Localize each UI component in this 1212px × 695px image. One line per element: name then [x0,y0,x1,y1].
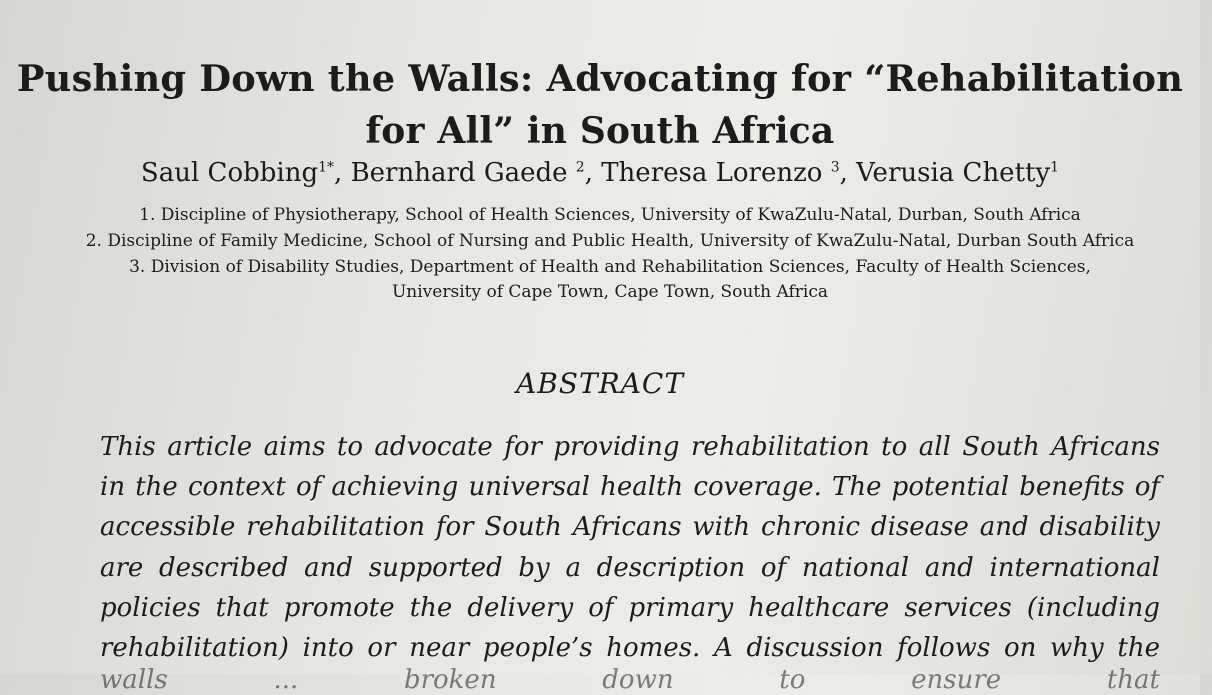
author-name: Verusia Chetty [856,158,1051,188]
author-name: Saul Cobbing [140,158,319,188]
paper-title-line-2: for All” in South Africa [365,110,835,152]
affiliation-3-continued: University of Cape Town, Cape Town, South Africa [391,282,829,302]
author-affiliation-mark: 3 [830,159,840,176]
abstract-line: This article aims to advocate for providing rehabilitation to all South Africans [100,432,1160,462]
affiliation-2: 2. Discipline of Family Medicine, School of Nursing and Public Health, University of KwaZulu-Natal, Durban South Africa [85,231,1135,251]
abstract-heading: ABSTRACT [515,367,685,400]
abstract-line: accessible rehabilitation for South Africans with chronic disease and disability [100,512,1160,542]
paper-title-line-1: Pushing Down the Walls: Advocating for “Rehabilitation [16,58,1184,100]
abstract-line: policies that promote the delivery of primary healthcare services (including [100,593,1160,623]
affiliation-3: 3. Division of Disability Studies, Department of Health and Rehabilitation Sciences, Faculty of Health Sciences, [129,257,1091,277]
abstract-line-cutoff: walls ... broken down to ensure that [100,665,1160,695]
author-affiliation-mark: 1* [318,159,335,176]
affiliation-1: 1. Discipline of Physiotherapy, School of Health Sciences, University of KwaZulu-Natal, Durban, South Africa [139,205,1081,225]
abstract-line: in the context of achieving universal health coverage. The potential benefits of [100,472,1160,502]
abstract-line: rehabilitation) into or near people’s homes. A discussion follows on why the [100,633,1160,663]
author-name: Theresa Lorenzo [601,158,823,188]
abstract-line: are described and supported by a description of national and international [100,553,1160,583]
author-list: Saul Cobbing$^{1*}$, Bernhard Gaede $^2$, Theresa Lorenzo $^3$, Verusia Chetty$^1$ [140,158,1060,188]
author-name: Bernhard Gaede [350,158,568,188]
author-affiliation-mark: 2 [575,159,585,176]
author-affiliation-mark: 1 [1050,159,1060,176]
